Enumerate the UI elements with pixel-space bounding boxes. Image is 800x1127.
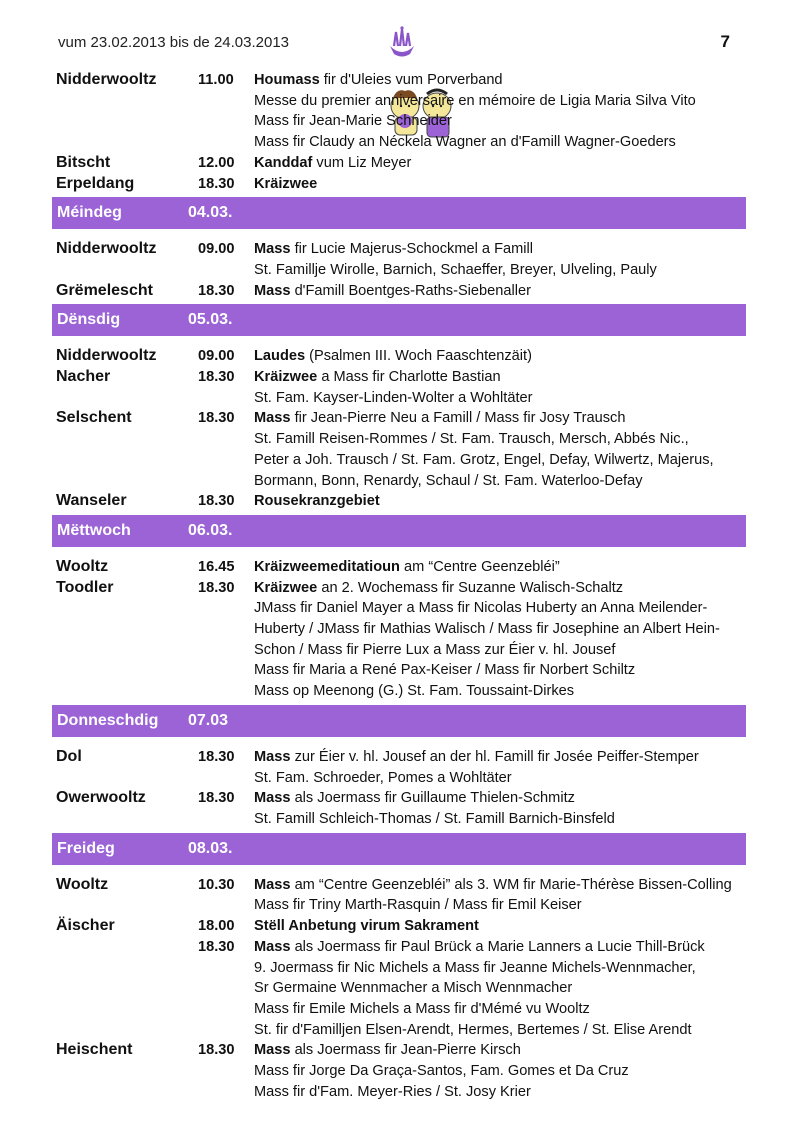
entry-line xyxy=(254,1020,746,1041)
entry-line xyxy=(254,619,746,640)
day-header xyxy=(52,515,746,547)
entry-line xyxy=(254,578,746,599)
service-detail: als Joermass fir Paul Brück a Marie Lanners a Lucie Thill-Brück xyxy=(290,938,705,955)
entry-lines xyxy=(254,747,746,788)
service-type: Mass xyxy=(254,410,291,427)
service-detail: Mass fir Claudy an Néckela Wagner an d'Famill Wagner-Goeders xyxy=(254,134,676,151)
service-detail: fir Lucie Majerus-Schockmel a Famill xyxy=(290,241,534,258)
entry-line xyxy=(254,239,746,260)
service-detail: Mass fir Triny Marth-Rasquin / Mass fir Emil Keiser xyxy=(254,897,582,914)
service-type: Kräizwee xyxy=(254,369,318,386)
service-type: Mass xyxy=(254,241,291,258)
service-detail: Mass op Meenong (G.) St. Fam. Toussaint-Dirkes xyxy=(254,683,575,700)
entry-line xyxy=(254,937,746,958)
entry-time: 18.30 xyxy=(198,282,235,299)
entry-lines xyxy=(254,239,746,280)
entry-line xyxy=(254,1082,746,1103)
schedule-entry xyxy=(52,937,746,1041)
schedule-entry xyxy=(52,153,746,174)
entry-line xyxy=(254,557,746,578)
service-detail: als Joermass fir Guillaume Thielen-Schmitz xyxy=(290,790,575,807)
service-detail: zur Éier v. hl. Jousef an der hl. Famill fir Josée Peiffer-Stemper xyxy=(290,748,699,765)
entry-line xyxy=(254,999,746,1020)
service-detail: Peter a Joh. Trausch / St. Fam. Grotz, Engel, Defay, Wilwertz, Majerus, xyxy=(254,451,714,468)
entry-place: Wanseler xyxy=(56,492,127,510)
entry-place: Äischer xyxy=(56,917,115,935)
entry-line xyxy=(254,809,746,830)
day-name: Dënsdig xyxy=(57,311,121,329)
entry-line xyxy=(254,958,746,979)
entry-line xyxy=(254,875,746,896)
service-type: Kanddaf xyxy=(254,154,313,171)
service-detail: St. Famill Schleich-Thomas / St. Famill Barnich-Binsfeld xyxy=(254,810,615,827)
service-type: Mass xyxy=(254,790,291,807)
service-type: Mass xyxy=(254,282,291,299)
entry-place: Nidderwooltz xyxy=(56,347,157,365)
entry-place: Owerwooltz xyxy=(56,789,146,807)
entry-line xyxy=(254,281,746,302)
service-detail: Mass fir Jean-Marie Schneider xyxy=(254,113,452,130)
entry-line xyxy=(254,367,746,388)
entry-lines xyxy=(254,153,746,174)
day-date: 04.03. xyxy=(188,204,233,222)
service-detail: St. Fam. Kayser-Linden-Wolter a Wohltäter xyxy=(254,389,533,406)
entry-time: 18.30 xyxy=(198,790,235,807)
entry-lines xyxy=(254,557,746,578)
entry-line xyxy=(254,174,746,195)
schedule-entry xyxy=(52,875,746,916)
service-detail: JMass fir Daniel Mayer a Mass fir Nicolas Huberty an Anna Meilender- xyxy=(254,600,708,617)
entry-time: 18.30 xyxy=(198,410,235,427)
service-detail: St. fir d'Familljen Elsen-Arendt, Hermes, Bertemes / St. Elise Arendt xyxy=(254,1021,692,1038)
service-type: Kräizweemeditatioun xyxy=(254,558,400,575)
entry-line xyxy=(254,978,746,999)
entry-line xyxy=(254,70,746,91)
schedule-entry xyxy=(52,491,746,512)
entry-line xyxy=(254,788,746,809)
day-date: 07.03 xyxy=(188,711,229,729)
entry-lines xyxy=(254,281,746,302)
entry-time: 11.00 xyxy=(198,72,234,88)
service-detail: Sr Germaine Wennmacher a Misch Wennmacher xyxy=(254,980,573,997)
entry-time: 16.45 xyxy=(198,558,235,575)
service-detail: St. Famillje Wirolle, Barnich, Schaeffer, Breyer, Ulveling, Pauly xyxy=(254,261,657,278)
schedule-entry xyxy=(52,174,746,195)
entry-time: 18.30 xyxy=(198,938,235,955)
schedule-entry xyxy=(52,557,746,578)
schedule-entry xyxy=(52,578,746,702)
entry-line xyxy=(254,91,746,112)
entry-line xyxy=(254,1061,746,1082)
entry-line xyxy=(254,346,746,367)
entry-place: Nidderwooltz xyxy=(56,240,157,258)
day-date: 05.03. xyxy=(188,311,233,329)
service-detail: 9. Joermass fir Nic Michels a Mass fir Jeanne Michels-Wennmacher, xyxy=(254,959,696,976)
entry-line xyxy=(254,598,746,619)
entry-place: Nacher xyxy=(56,368,111,386)
entry-time: 18.30 xyxy=(198,579,235,596)
service-detail: (Psalmen III. Woch Faaschtenzäit) xyxy=(305,348,532,365)
service-type: Mass xyxy=(254,748,291,765)
entry-line xyxy=(254,491,746,512)
entry-lines xyxy=(254,788,746,829)
entry-place: Wooltz xyxy=(56,875,109,893)
entry-line xyxy=(254,429,746,450)
entry-time: 18.30 xyxy=(198,369,235,386)
entry-line xyxy=(254,747,746,768)
entry-line xyxy=(254,895,746,916)
entry-line xyxy=(254,388,746,409)
entry-line xyxy=(254,471,746,492)
service-detail: Mass fir Maria a René Pax-Keiser / Mass fir Norbert Schiltz xyxy=(254,662,636,679)
service-detail: Schon / Mass fir Pierre Lux a Mass zur Éier v. hl. Jousef xyxy=(254,641,616,658)
period-range: vum 23.02.2013 bis de 24.03.2013 xyxy=(58,34,290,51)
day-name: Freideg xyxy=(57,839,115,857)
page-header xyxy=(58,30,730,60)
entry-lines xyxy=(254,491,746,512)
entry-lines xyxy=(254,1040,746,1102)
day-header xyxy=(52,833,746,865)
entry-line xyxy=(254,111,746,132)
service-detail: St. Fam. Schroeder, Pomes a Wohltäter xyxy=(254,769,512,786)
day-header xyxy=(52,197,746,229)
entry-time: 18.30 xyxy=(198,1042,235,1059)
entry-line xyxy=(254,640,746,661)
day-name: Mëttwoch xyxy=(57,521,131,539)
entry-lines xyxy=(254,70,746,153)
entry-line xyxy=(254,153,746,174)
schedule-entry xyxy=(52,367,746,408)
service-detail: Mass fir d'Fam. Meyer-Ries / St. Josy Krier xyxy=(254,1083,531,1100)
service-type: Rousekranzgebiet xyxy=(254,493,380,510)
entry-lines xyxy=(254,937,746,1041)
service-detail: St. Famill Reisen-Rommes / St. Fam. Trausch, Mersch, Abbés Nic., xyxy=(254,431,689,448)
entry-place: Heischent xyxy=(56,1041,133,1059)
service-type: Laudes xyxy=(254,348,306,365)
entry-lines xyxy=(254,916,746,937)
entry-place: Wooltz xyxy=(56,557,109,575)
service-detail: Mass fir Jorge Da Graça-Santos, Fam. Gomes et Da Cruz xyxy=(254,1063,629,1080)
entry-time: 18.30 xyxy=(198,493,235,510)
service-detail: am “Centre Geenzebléi” xyxy=(399,558,560,575)
entry-line xyxy=(254,916,746,937)
schedule-entry xyxy=(52,346,746,367)
service-detail: fir d'Uleies vum Porverband xyxy=(319,72,503,88)
service-detail: Messe du premier anniversaire en mémoire de Ligia Maria Silva Vito xyxy=(254,92,696,109)
service-type: Houmass xyxy=(254,72,320,88)
schedule-entry xyxy=(52,70,746,153)
schedule-entry xyxy=(52,747,746,788)
service-detail: Huberty / JMass fir Mathias Walisch / Mass fir Josephine an Albert Hein- xyxy=(254,621,720,638)
service-detail: Mass fir Emile Michels a Mass fir d'Mémé vu Wooltz xyxy=(254,1000,590,1017)
entry-place: Erpeldang xyxy=(56,174,135,192)
entry-line xyxy=(254,132,746,153)
entry-line xyxy=(254,450,746,471)
entry-lines xyxy=(254,367,746,408)
service-detail: als Joermass fir Jean-Pierre Kirsch xyxy=(290,1042,521,1059)
service-type: Mass xyxy=(254,1042,291,1059)
entry-time: 12.00 xyxy=(198,154,235,171)
schedule-entry xyxy=(52,916,746,937)
service-detail: am “Centre Geenzebléi” als 3. WM fir Marie-Thérèse Bissen-Colling xyxy=(290,876,732,893)
entry-lines xyxy=(254,875,746,916)
schedule-entry xyxy=(52,788,746,829)
entry-lines xyxy=(254,174,746,195)
service-type: Mass xyxy=(254,938,291,955)
entry-lines xyxy=(254,578,746,702)
service-type: Stëll Anbetung virum Sakrament xyxy=(254,918,479,935)
day-name: Méindeg xyxy=(57,204,122,222)
entry-line xyxy=(254,408,746,429)
entry-time: 18.30 xyxy=(198,175,235,192)
service-type: Mass xyxy=(254,876,291,893)
service-detail: an 2. Wochemass fir Suzanne Walisch-Schaltz xyxy=(317,579,624,596)
day-header xyxy=(52,304,746,336)
entry-time: 10.30 xyxy=(198,876,235,893)
day-header xyxy=(52,705,746,737)
entry-lines xyxy=(254,408,746,491)
entry-lines xyxy=(254,346,746,367)
service-detail: a Mass fir Charlotte Bastian xyxy=(317,369,501,386)
schedule-entry xyxy=(52,1040,746,1102)
entry-place: Nidderwooltz xyxy=(56,71,157,88)
entry-line xyxy=(254,1040,746,1061)
schedule-entry xyxy=(52,239,746,280)
entry-place: Bitscht xyxy=(56,153,111,171)
entry-place: Selschent xyxy=(56,409,132,427)
service-type: Kräizwee xyxy=(254,579,318,596)
parish-logo-icon xyxy=(384,24,420,60)
service-detail: vum Liz Meyer xyxy=(312,154,412,171)
day-name: Donneschdig xyxy=(57,711,159,729)
schedule-entry xyxy=(52,408,746,491)
entry-line xyxy=(254,768,746,789)
service-detail: d'Famill Boentges-Raths-Siebenaller xyxy=(290,282,531,299)
entry-place: Dol xyxy=(56,747,82,765)
schedule-entry xyxy=(52,281,746,302)
entry-line xyxy=(254,660,746,681)
entry-line xyxy=(254,260,746,281)
service-detail: Bormann, Bonn, Renardy, Schaul / St. Fam. Waterloo-Defay xyxy=(254,472,643,489)
entry-time: 18.30 xyxy=(198,748,235,765)
entry-place: Toodler xyxy=(56,578,114,596)
day-date: 08.03. xyxy=(188,839,233,857)
entry-place xyxy=(52,937,198,1041)
schedule xyxy=(52,70,746,1104)
service-detail: fir Jean-Pierre Neu a Famill / Mass fir Josy Trausch xyxy=(290,410,626,427)
day-date: 06.03. xyxy=(188,521,233,539)
entry-time: 09.00 xyxy=(198,348,235,365)
entry-time: 09.00 xyxy=(198,241,235,258)
entry-place: Grëmelescht xyxy=(56,281,153,299)
page-number: 7 xyxy=(720,32,730,51)
entry-line xyxy=(254,681,746,702)
service-type: Kräizwee xyxy=(254,175,318,192)
entry-time: 18.00 xyxy=(198,918,235,935)
